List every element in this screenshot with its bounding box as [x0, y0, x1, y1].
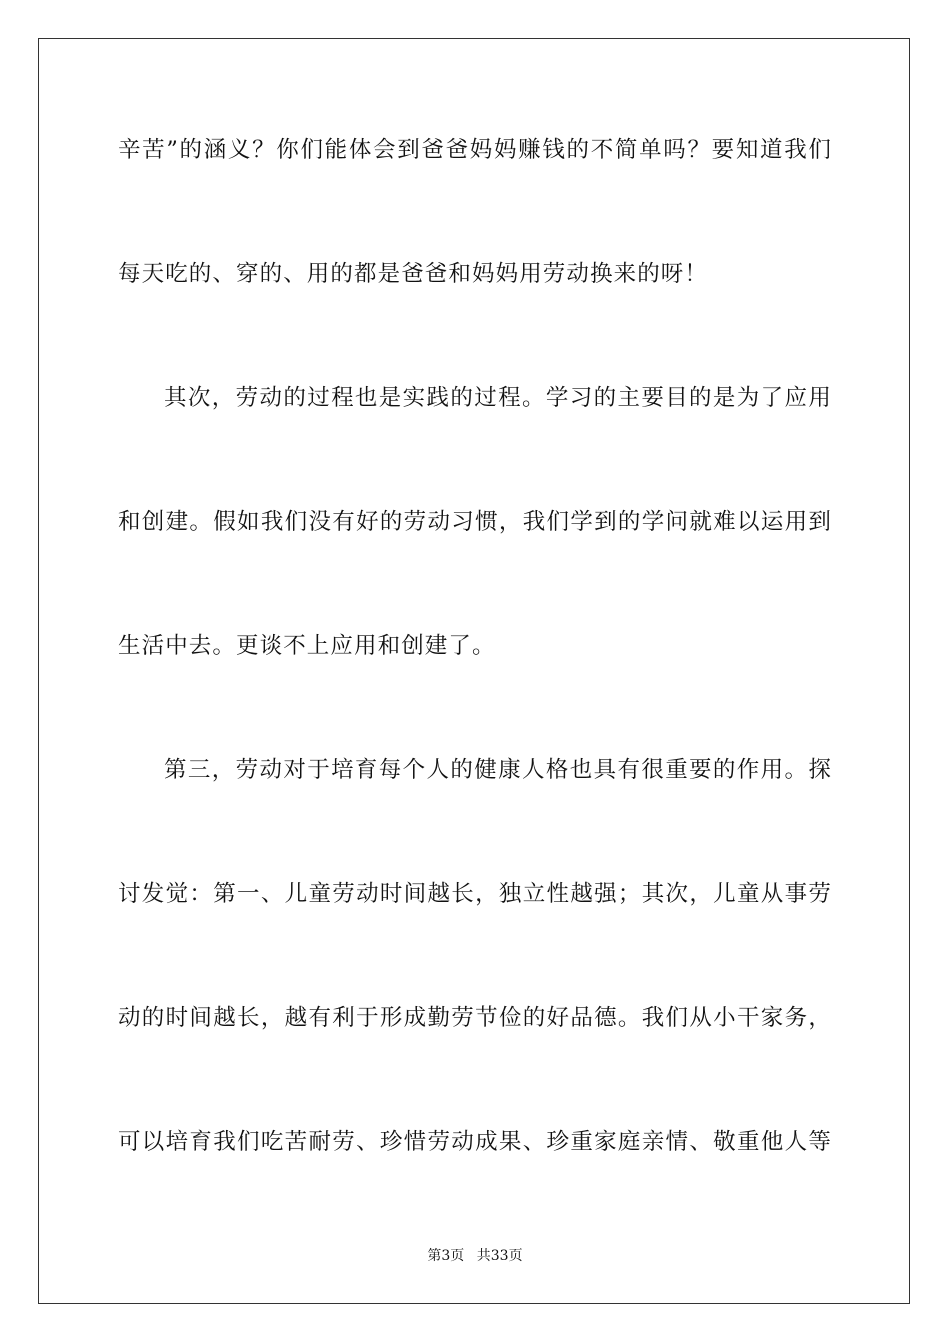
text-line: 每天吃的、穿的、用的都是爸爸和妈妈用劳动换来的呀！ — [118, 261, 709, 287]
paragraph-start-line: 第三，劳动对于培育每个人的健康人格也具有很重要的作用。探 — [164, 757, 832, 783]
text-line: 生活中去。更谈不上应用和创建了。 — [118, 633, 496, 659]
text-line: 辛苦”的涵义？你们能体会到爸爸妈妈赚钱的不简单吗？要知道我们 — [118, 137, 832, 163]
page-footer — [0, 1246, 950, 1266]
paragraph-start-line: 其次，劳动的过程也是实践的过程。学习的主要目的是为了应用 — [164, 385, 832, 411]
text-line: 讨发觉：第一、儿童劳动时间越长，独立性越强；其次，儿童从事劳 — [118, 881, 832, 907]
text-line: 和创建。假如我们没有好的劳动习惯，我们学到的学问就难以运用到 — [118, 509, 832, 535]
total-pages-label: 共33页 — [476, 1248, 523, 1264]
text-line: 动的时间越长，越有利于形成勤劳节俭的好品德。我们从小干家务， — [118, 1005, 832, 1031]
page-frame — [38, 38, 910, 1304]
text-line: 可以培育我们吃苦耐劳、珍惜劳动成果、珍重家庭亲情、敬重他人等 — [118, 1129, 832, 1155]
current-page-label: 第3页 — [427, 1248, 465, 1264]
